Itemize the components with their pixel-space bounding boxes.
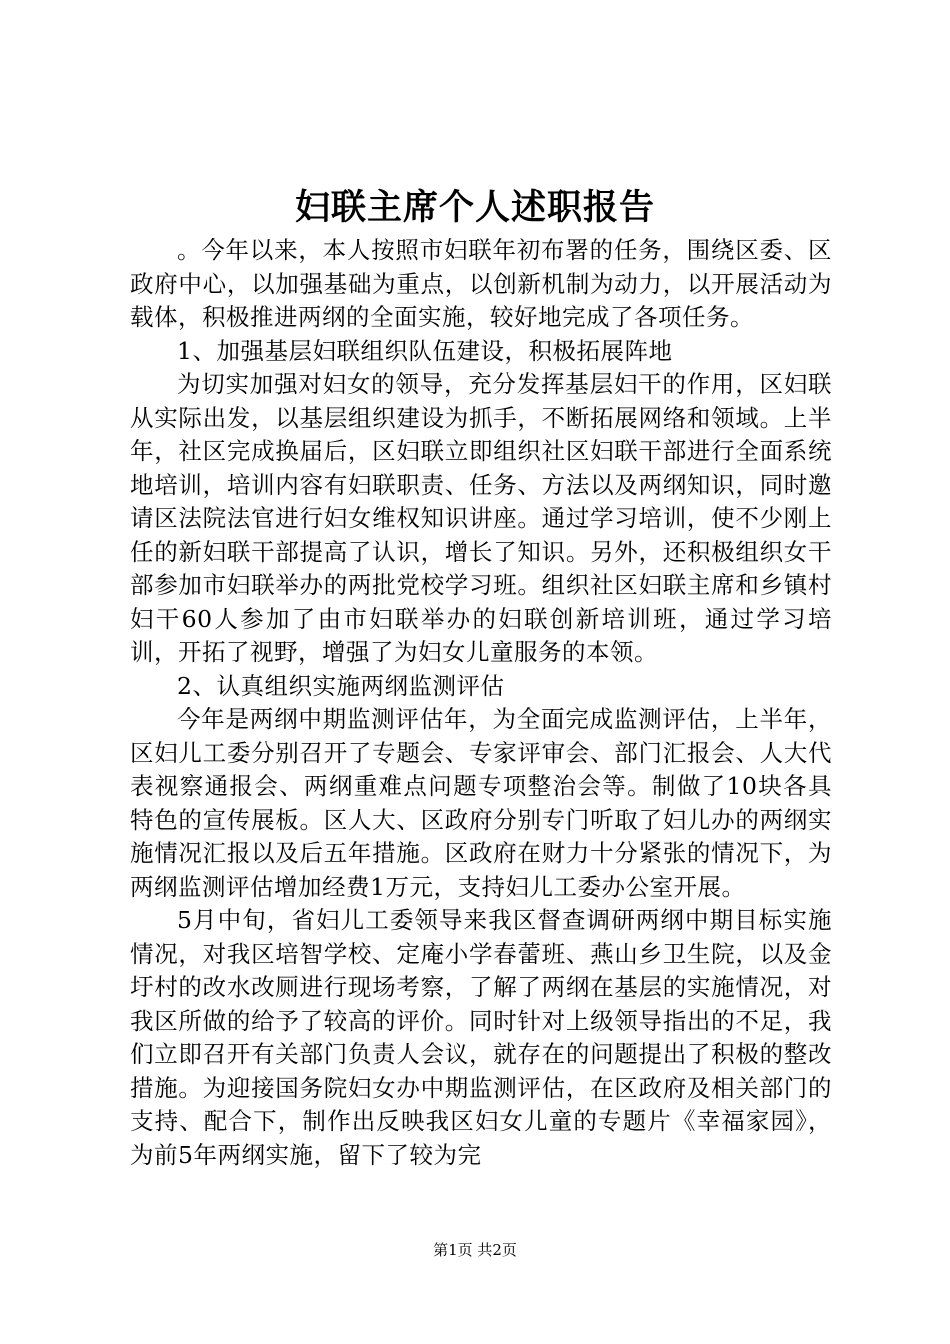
- section-heading-1: 1、加强基层妇联组织队伍建设，积极拓展阵地: [177, 336, 673, 365]
- section-heading-2: 2、认真组织实施两纲监测评估: [177, 671, 505, 700]
- paragraph-section-2-cont: 5月中旬，省妇儿工委领导来我区督查调研两纲中期目标实施情况，对我区培智学校、定庵小学春蕾班、燕山乡卫生院，以及金圩村的改水改厕进行现场考察，了解了两纲在基层的实施情况，对我区所做的给予了较高的评价。同时针对上级领导指出的不足，我们立即召开有关部门负责人会议，就存在的问题提出了积极的整改措施。为迎接国务院妇女办中期监测评估，在区政府及相关部门的支持、配合下，制作出反映我区妇女儿童的专题片《幸福家园》，为前5年两纲实施，留下了较为完: [130, 906, 832, 1169]
- paragraph-section-2: 今年是两纲中期监测评估年，为全面完成监测评估，上半年，区妇儿工委分别召开了专题会、专家评审会、部门汇报会、人大代表视察通报会、两纲重难点问题专项整治会等。制做了10块各具特色的宣传展板。区人大、区政府分别专门听取了妇儿办的两纲实施情况汇报以及后五年措施。区政府在财力十分紧张的情况下，为两纲监测评估增加经费1万元，支持妇儿工委办公室开展。: [130, 705, 832, 901]
- document-title: 妇联主席个人述职报告: [294, 187, 655, 228]
- document-body: [130, 234, 832, 1172]
- paragraph-intro: 。今年以来，本人按照市妇联年初布署的任务，围绕区委、区政府中心，以加强基础为重点，以创新机制为动力，以开展活动为载体，积极推进两纲的全面实施，较好地完成了各项任务。: [130, 236, 832, 331]
- paragraph-section-1: 为切实加强对妇女的领导，充分发挥基层妇干的作用，区妇联从实际出发，以基层组织建设为抓手，不断拓展网络和领域。上半年，社区完成换届后，区妇联立即组织社区妇联干部进行全面系统地培训，培训内容有妇联职责、任务、方法以及两纲知识，同时邀请区法院法官进行妇女维权知识讲座。通过学习培训，使不少刚上任的新妇联干部提高了认识，增长了知识。另外，还积极组织女干部参加市妇联举办的两批党校学习班。组织社区妇联主席和乡镇村妇干60人参加了由市妇联举办的妇联创新培训班，通过学习培训，开拓了视野，增强了为妇女儿童服务的本领。: [130, 370, 832, 666]
- page-number-footer: 第1页 共2页: [433, 1241, 517, 1259]
